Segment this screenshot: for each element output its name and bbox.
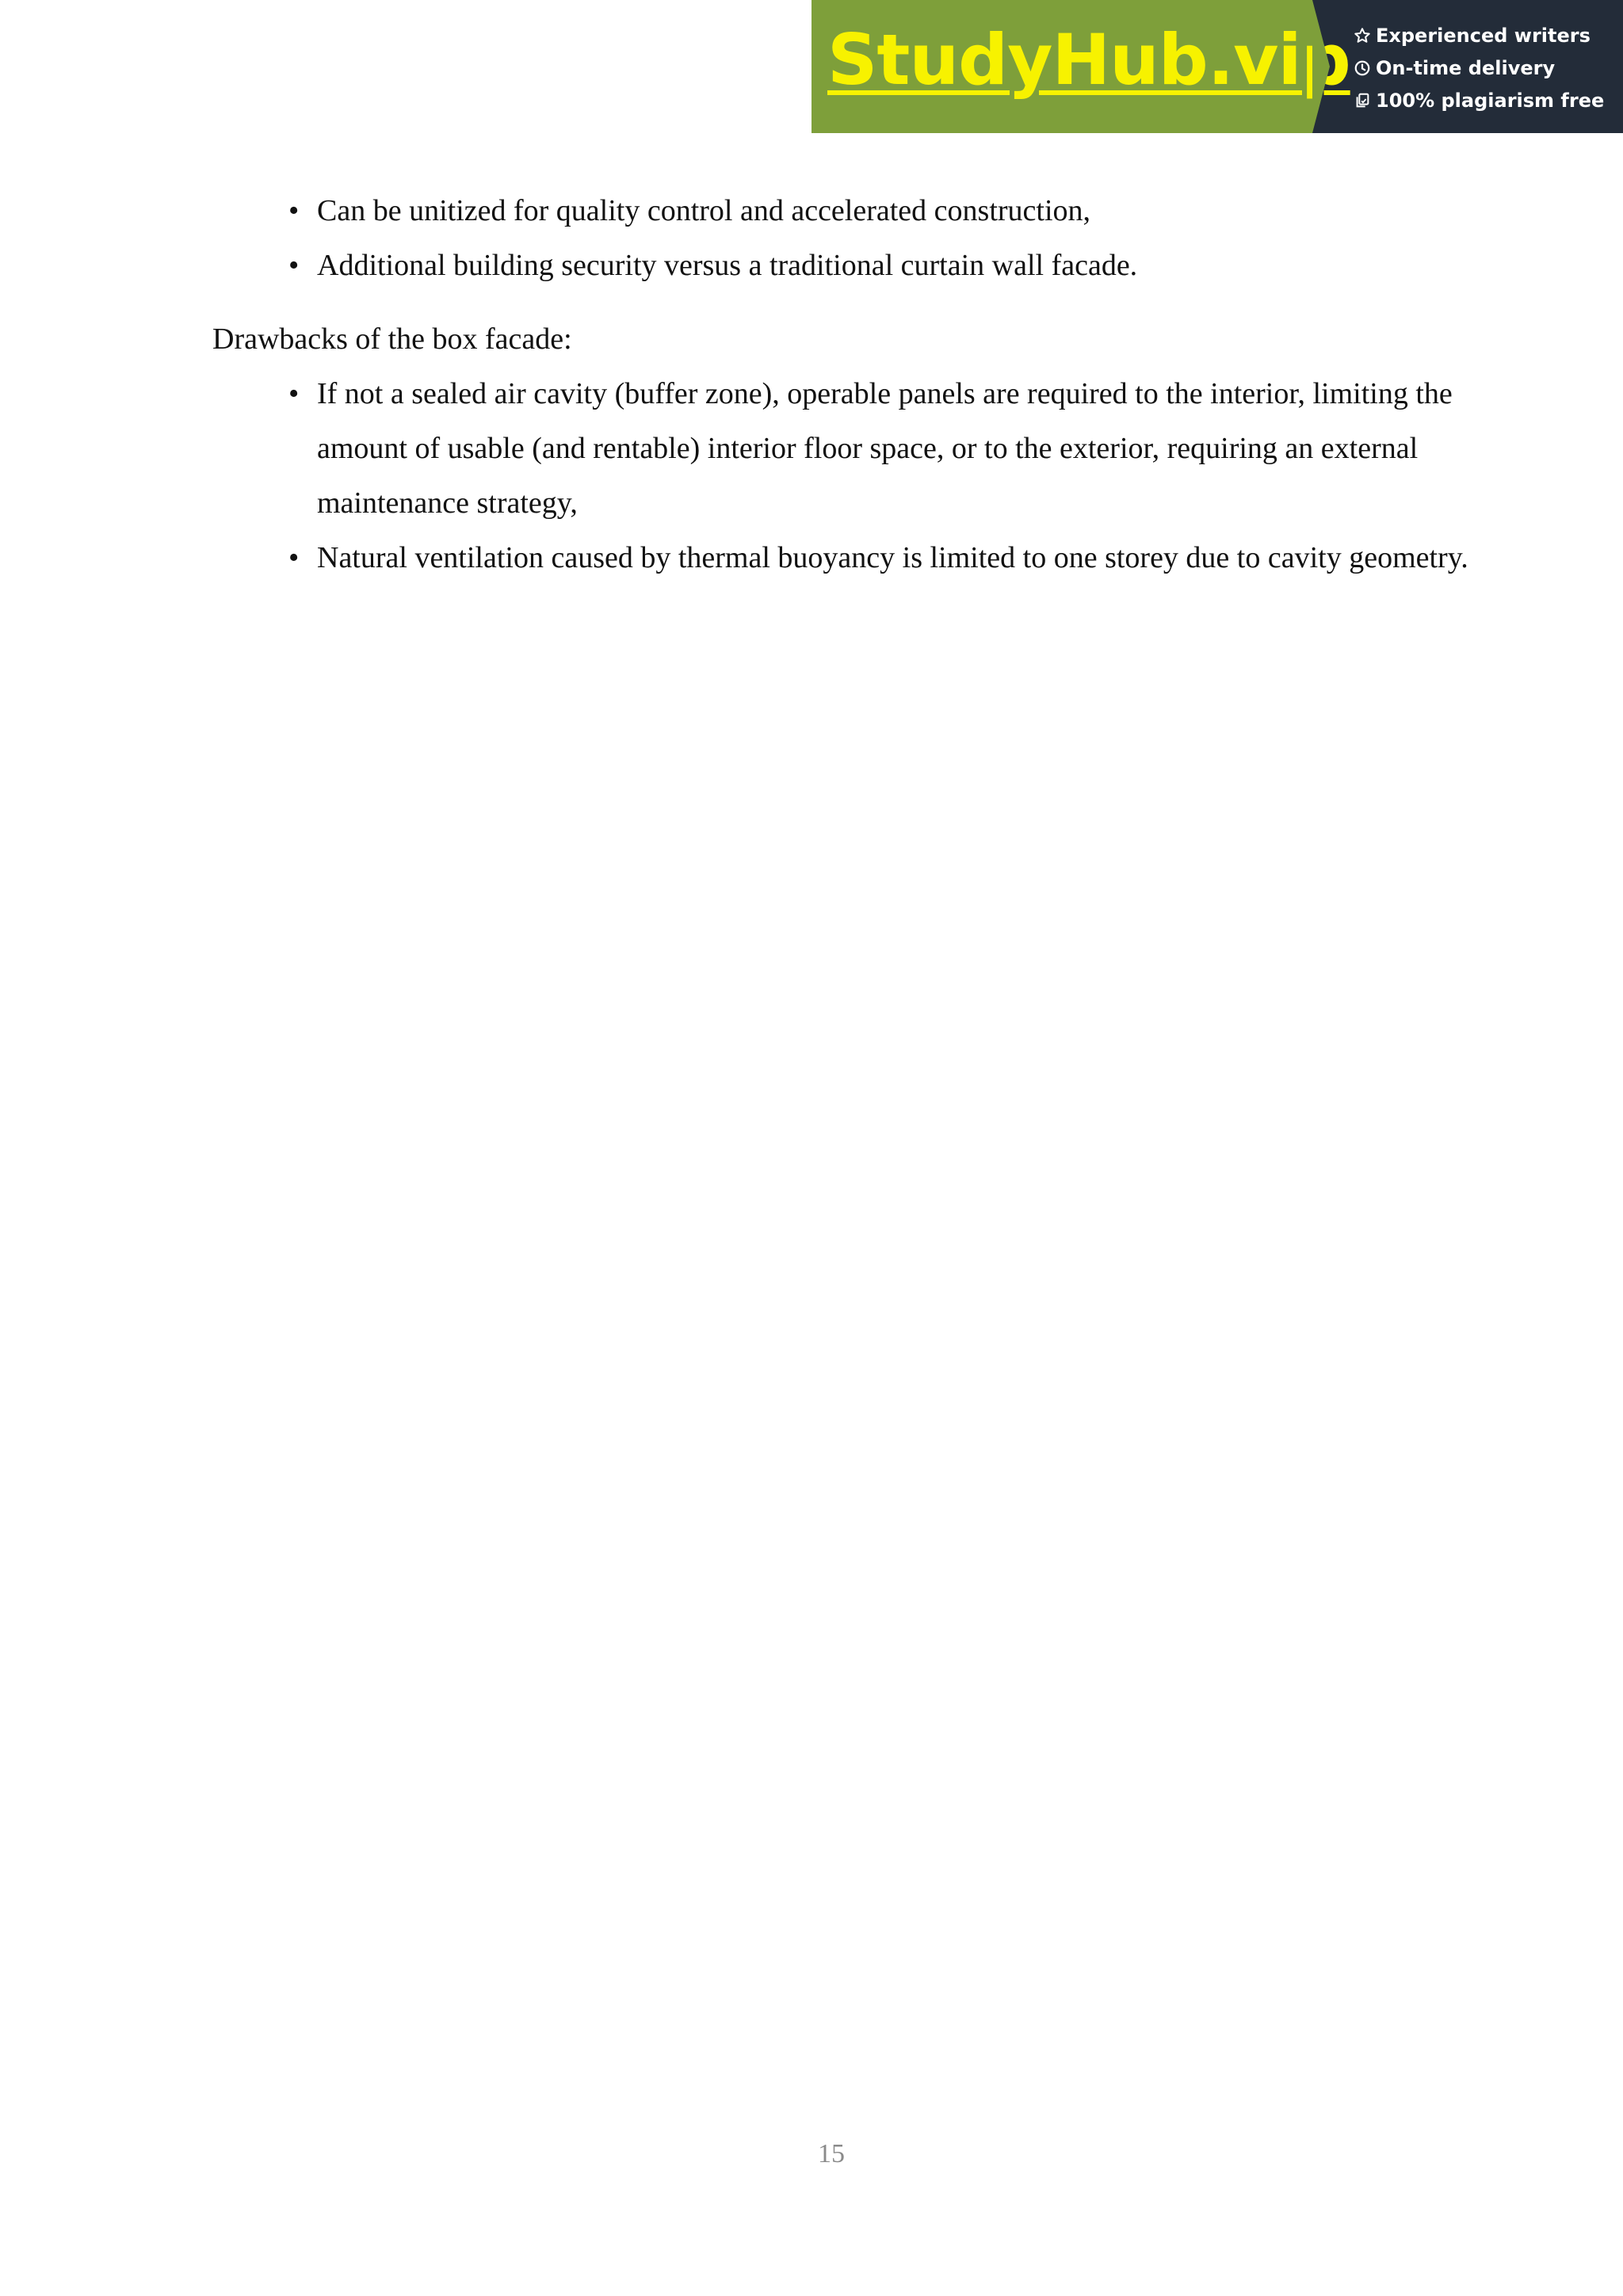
page-number: 15	[818, 2139, 845, 2168]
bullet-icon: •	[288, 194, 300, 227]
brand-name: StudyHub.vip	[827, 19, 1350, 101]
bullet-icon: •	[288, 541, 300, 574]
list-item	[0, 184, 1623, 238]
banner-arrow-shape	[1312, 0, 1330, 133]
feature-experienced-writers	[1354, 19, 1623, 51]
bullet-icon: •	[288, 249, 300, 282]
feature-label: On-time delivery	[1376, 56, 1556, 79]
list-item-text: Additional building security versus a traditional curtain wall facade.	[317, 249, 1138, 282]
advantages-list	[0, 184, 1623, 293]
studyhub-logo[interactable]	[812, 0, 1350, 133]
banner-features	[1312, 0, 1623, 133]
copy-icon	[1354, 92, 1371, 109]
drawbacks-heading: Drawbacks of the box facade:	[212, 322, 572, 356]
studyhub-banner[interactable]	[812, 0, 1623, 133]
feature-label: 100% plagiarism free	[1376, 89, 1605, 112]
list-item-text: Natural ventilation caused by thermal buoyancy is limited to one storey due to cavity geometry.	[317, 541, 1468, 574]
list-item	[0, 531, 1623, 585]
clock-icon	[1354, 59, 1371, 77]
bullet-icon: •	[288, 377, 300, 410]
star-icon	[1354, 27, 1371, 44]
list-item	[0, 367, 1623, 531]
list-item	[0, 238, 1623, 293]
feature-on-time-delivery	[1354, 51, 1623, 84]
drawbacks-list	[0, 367, 1623, 585]
feature-plagiarism-free	[1354, 84, 1623, 116]
list-item-text: Can be unitized for quality control and accelerated construction,	[317, 194, 1091, 227]
feature-label: Experienced writers	[1376, 24, 1591, 47]
list-item-text: If not a sealed air cavity (buffer zone), operable panels are required to the interior, limiting the amount of usable (and rentable) interior floor space, or to the exterior, requiring an external maintenance strategy,	[317, 377, 1453, 520]
